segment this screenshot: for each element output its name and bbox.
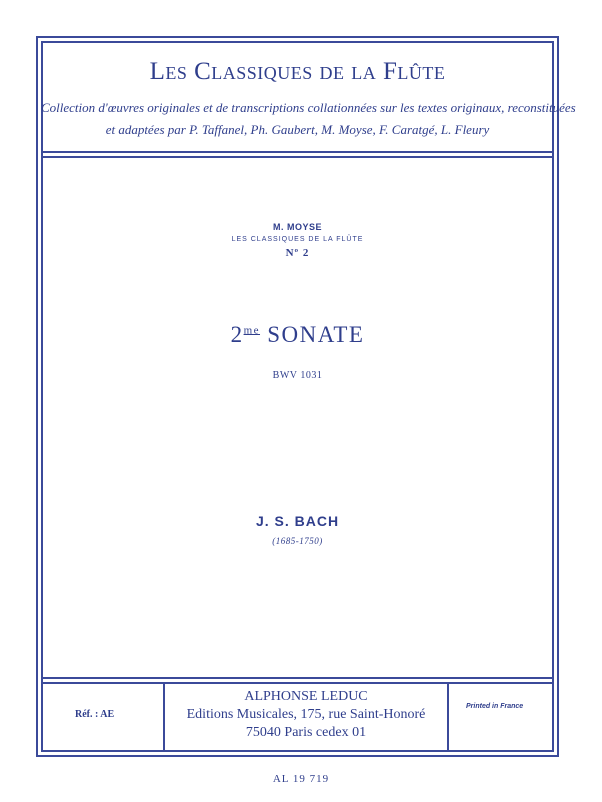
collection-description-line-2: et adaptées par P. Taffanel, Ph. Gaubert, M. Moyse, F. Caratgé, L. Fleury	[105, 122, 490, 137]
collection-description-line-1: Collection d'œuvres originales et de transcriptions collationnées sur les textes originaux, reconstituées	[41, 100, 576, 115]
work-ordinal-suffix: me	[243, 324, 261, 337]
footer-column-divider-right	[447, 684, 449, 752]
composer-name: J. S. BACH	[255, 513, 340, 529]
printed-in-label: Printed in France	[466, 703, 524, 710]
publisher-name: ALPHONSE LEDUC	[244, 689, 368, 704]
inner-frame	[41, 41, 576, 752]
header-divider-lower	[41, 156, 554, 158]
footer-divider-lower	[41, 682, 554, 684]
series-title: Les Classiques de la Flûte	[149, 58, 446, 85]
footer-divider-upper	[41, 677, 554, 679]
series-number: Nº 2	[285, 247, 310, 259]
work-ordinal: 2	[230, 322, 244, 347]
publisher-address-line-1: Editions Musicales, 175, rue Saint-Honoré	[186, 707, 426, 722]
composer-dates: (1685-1750)	[272, 536, 323, 546]
editor-name: M. MOYSE	[272, 222, 322, 232]
catalog-number: BWV 1031	[272, 370, 323, 381]
plate-number: AL 19 719	[272, 773, 330, 785]
reference-code: Réf. : AE	[75, 709, 115, 720]
publisher-address-line-2: 75040 Paris cedex 01	[245, 725, 367, 740]
header-divider-upper	[41, 151, 554, 153]
work-title	[41, 322, 554, 348]
work-title-text: SONATE	[267, 322, 365, 347]
series-name-small: LES CLASSIQUES DE LA FLÛTE	[231, 236, 364, 243]
